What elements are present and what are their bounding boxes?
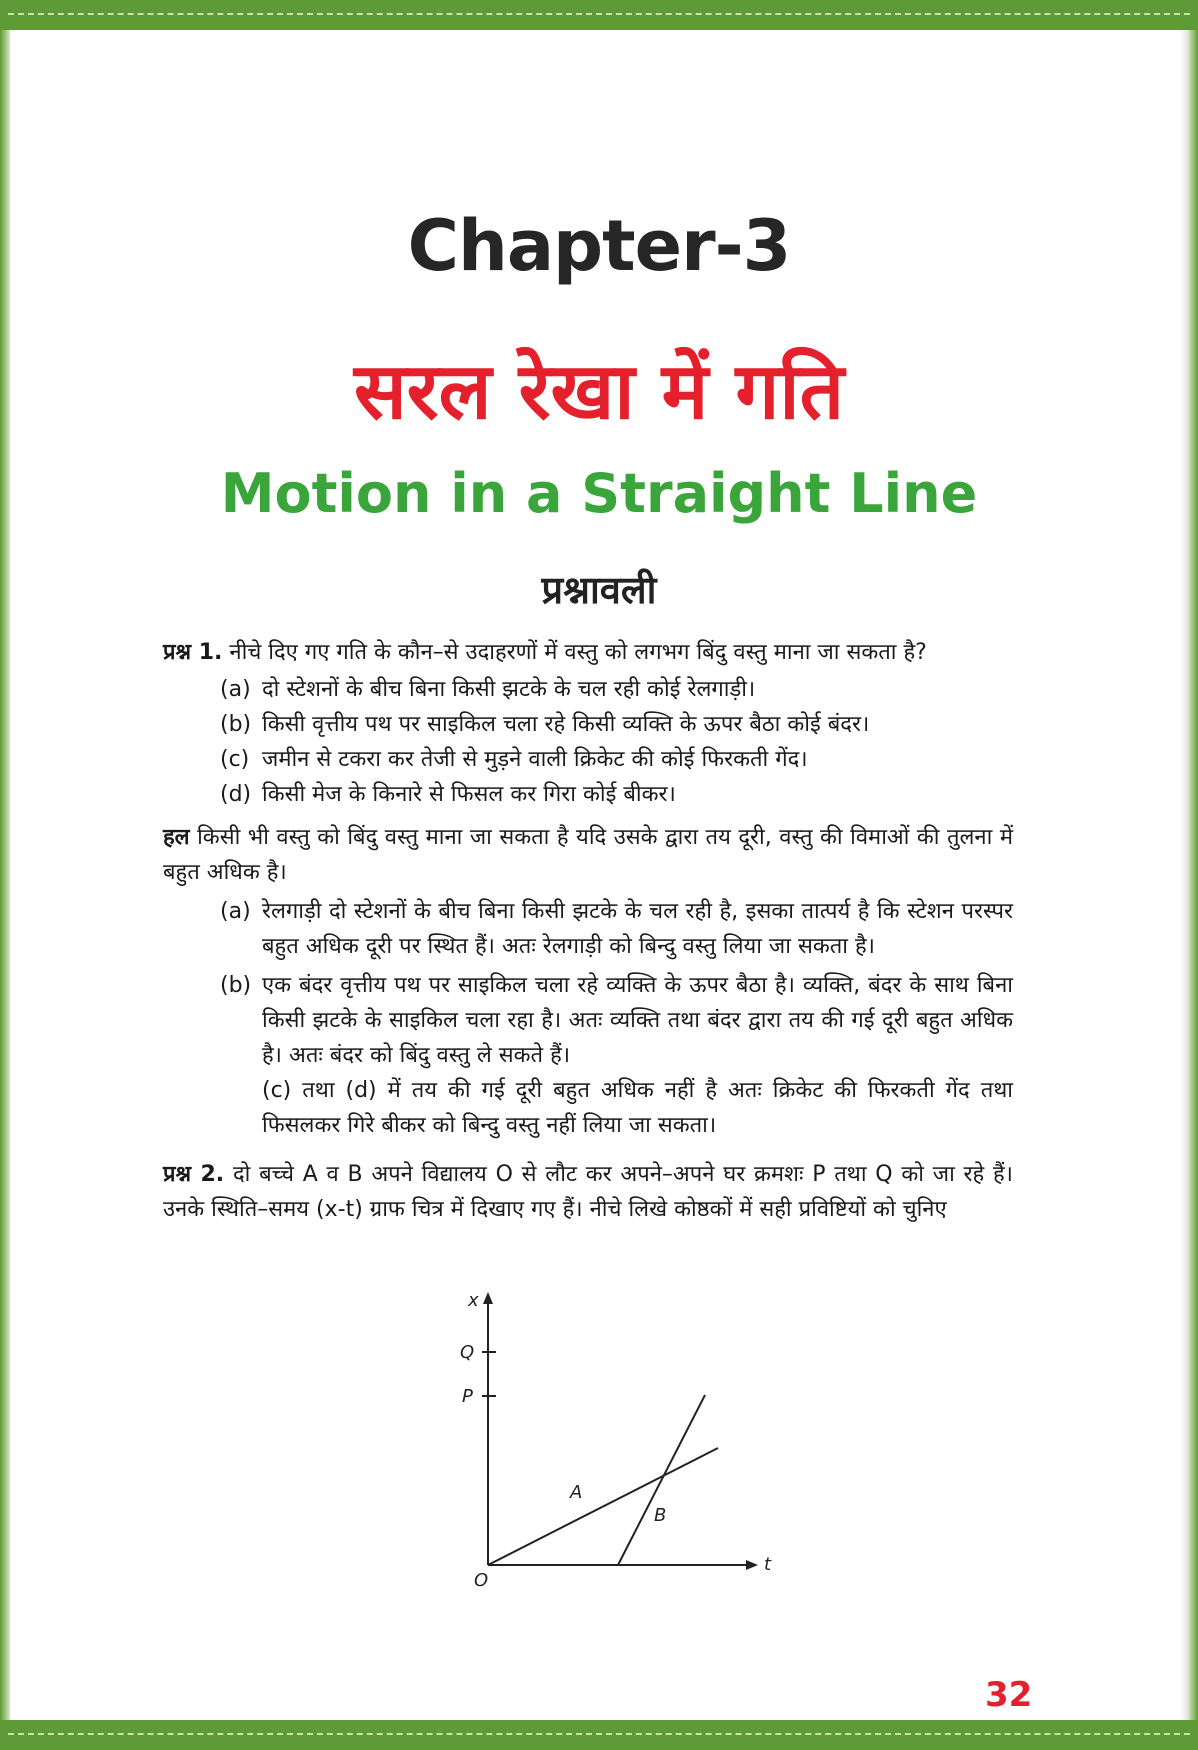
question-1: [163, 635, 1013, 670]
page-number: 32: [985, 1675, 1033, 1715]
tick-q-label: Q: [460, 1342, 475, 1363]
question-1-options: [163, 672, 1013, 812]
solution-part-b: [163, 968, 1013, 1073]
x-axis-label: t: [764, 1554, 772, 1575]
solution-label: हल: [163, 825, 190, 850]
option-a: [163, 672, 1013, 707]
option-label: (d): [220, 782, 252, 807]
question-2: [163, 1157, 1013, 1227]
solution-text: किसी भी वस्तु को बिंदु वस्तु माना जा सकता है यदि उसके द्वारा तय दूरी, वस्तु की विमाओं की तुलना में बहुत अधिक है।: [163, 825, 1013, 885]
question-2-text: दो बच्चे A व B अपने विद्यालय O से लौट कर अपने–अपने घर क्रमशः P तथा Q को जा रहे हैं। उनके स्थिति–समय (x-t) ग्राफ चित्र में दिखाए गए हैं। नीचे लिखे कोष्ठकों में सही प्रविष्टियों को चुनिए: [163, 1162, 1013, 1222]
line-b: [618, 1395, 705, 1565]
solution-part-text: रेलगाड़ी दो स्टेशनों के बीच बिना किसी झटके के चल रही है, इसका तात्पर्य है कि स्टेशन परस्पर बहुत अधिक दूरी पर स्थित हैं। अतः रेलगाड़ी को बिन्दु वस्तु लिया जा सकता है।: [262, 899, 1013, 959]
option-text: किसी वृत्तीय पथ पर साइकिल चला रहे किसी व्यक्ति के ऊपर बैठा कोई बंदर।: [262, 712, 870, 737]
chapter-title-hindi: सरल रेखा में गति: [353, 347, 845, 437]
option-text: जमीन से टकरा कर तेजी से मुड़ने वाली क्रिकेट की कोई फिरकती गेंद।: [262, 747, 808, 772]
chapter-title-english: Motion in a Straight Line: [220, 462, 978, 525]
solution-part-label: (a): [220, 899, 251, 924]
x-axis-arrow: [746, 1560, 758, 1570]
y-axis-label: x: [468, 1290, 479, 1311]
page-content: [163, 635, 1013, 1227]
page-border-bottom: [0, 1720, 1198, 1750]
line-a-label: A: [570, 1482, 583, 1503]
page-border-top: [0, 0, 1198, 30]
question-1-label: प्रश्न 1.: [163, 640, 223, 665]
line-a: [488, 1448, 718, 1565]
solution-part-text: एक बंदर वृत्तीय पथ पर साइकिल चला रहे व्यक्ति के ऊपर बैठा है। व्यक्ति, बंदर के साथ बिना किसी झटके के साइकिल चला रहा है। अतः व्यक्ति तथा बंदर द्वारा तय की गई दूरी बहुत अधिक है। अतः बंदर को बिंदु वस्तु ले सकते हैं।: [262, 973, 1013, 1068]
origin-label: O: [474, 1570, 489, 1591]
option-d: [163, 777, 1013, 812]
solution-intro: [163, 820, 1013, 890]
line-b-label: B: [654, 1505, 667, 1526]
option-text: किसी मेज के किनारे से फिसल कर गिरा कोई बीकर।: [262, 782, 676, 807]
chapter-heading: Chapter-3: [407, 205, 791, 287]
question-1-text: नीचे दिए गए गति के कौन–से उदाहरणों में वस्तु को लगभग बिंदु वस्तु माना जा सकता है?: [229, 640, 927, 665]
option-label: (c): [220, 747, 250, 772]
y-axis-arrow: [483, 1292, 493, 1304]
tick-p-label: P: [462, 1386, 473, 1407]
option-c: [163, 742, 1013, 777]
option-b: [163, 707, 1013, 742]
option-label: (a): [220, 677, 251, 702]
solution-part-label: (b): [220, 973, 252, 998]
option-text: दो स्टेशनों के बीच बिना किसी झटके के चल रही कोई रेलगाड़ी।: [262, 677, 756, 702]
question-2-label: प्रश्न 2.: [163, 1162, 225, 1187]
position-time-graph: [440, 1290, 780, 1591]
option-label: (b): [220, 712, 252, 737]
section-heading: प्रश्नावली: [541, 568, 657, 612]
solution-part-a: [163, 894, 1013, 964]
solution-continuation: (c) तथा (d) में तय की गई दूरी बहुत अधिक नहीं है अतः क्रिकेट की फिरकती गेंद तथा फिसलकर गिरे बीकर को बिन्दु वस्तु नहीं लिया जा सकता।: [262, 1078, 1013, 1138]
